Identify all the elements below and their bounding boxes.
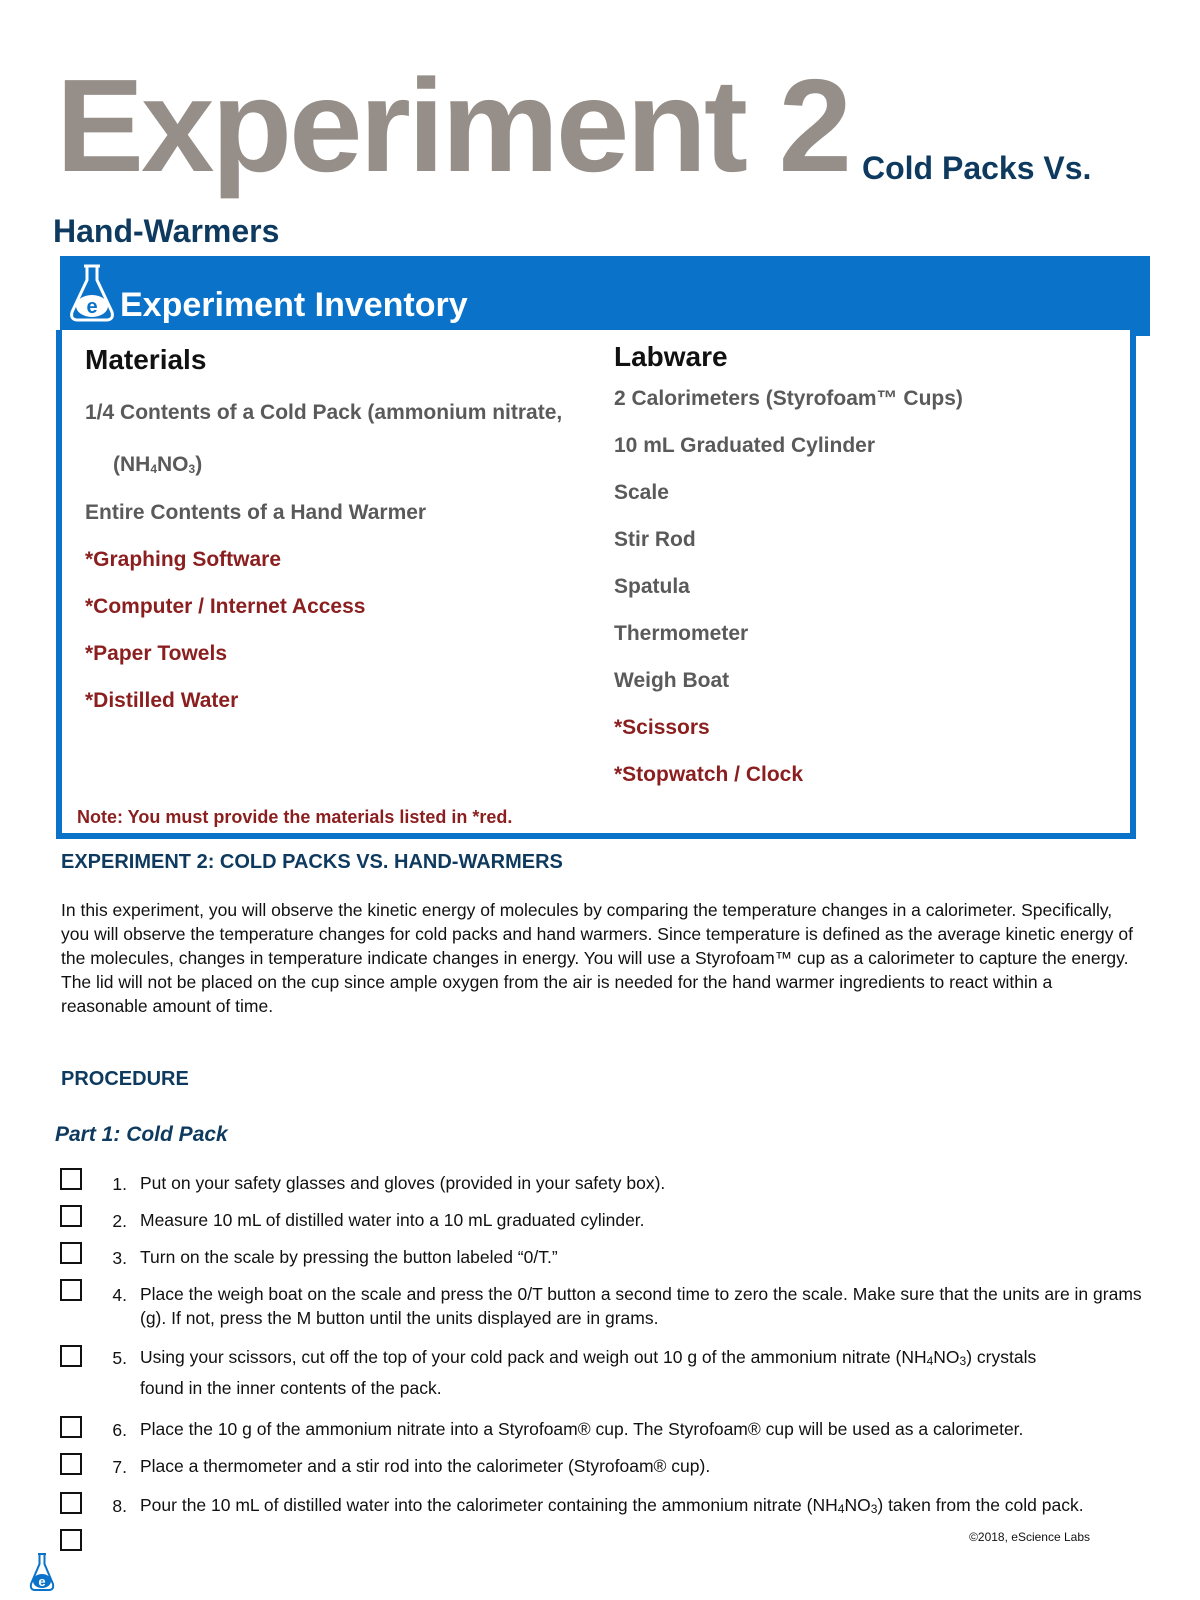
material-item-required: *Paper Towels: [85, 642, 227, 665]
step-number: 8.: [112, 1496, 127, 1516]
labware-item: Thermometer: [614, 622, 749, 645]
labware-item: Spatula: [614, 575, 690, 598]
inventory-note: Note: You must provide the materials listed in *red.: [77, 807, 513, 827]
step-number: 4.: [112, 1285, 127, 1305]
step-checkbox[interactable]: [60, 1529, 82, 1551]
step-text: Put on your safety glasses and gloves (provided in your safety box).: [140, 1173, 666, 1193]
material-item: 1/4 Contents of a Cold Pack (ammonium nitrate,: [85, 401, 563, 424]
material-item-required: *Distilled Water: [85, 689, 239, 712]
intro-paragraph: In this experiment, you will observe the kinetic energy of molecules by comparing the temperature changes in a calorimeter. Specifically, you will observe the temperature changes for cold packs and hand warmers. Since temperature is defined as the average kinetic energy of the molecules, changes in temperature indicate changes in energy. You will use a Styrofoam™ cup as a calorimeter to capture the energy. The lid will not be placed on the cup since ample oxygen from the air is needed for the hand warmer ingredients to react within a reasonable amount of time.: [61, 900, 1133, 1016]
inventory-title: Experiment Inventory: [120, 286, 468, 324]
materials-heading: Materials: [85, 344, 207, 375]
step-number: 7.: [112, 1457, 127, 1477]
escience-flask-icon: [28, 1552, 56, 1592]
step-text: Place a thermometer and a stir rod into the calorimeter (Styrofoam® cup).: [140, 1456, 711, 1476]
inventory-header: [60, 256, 1150, 336]
labware-item: 10 mL Graduated Cylinder: [614, 434, 876, 457]
material-item: Entire Contents of a Hand Warmer: [85, 501, 427, 524]
material-item-required: *Computer / Internet Access: [85, 595, 366, 618]
step-checkbox[interactable]: [60, 1453, 82, 1475]
material-item-required: *Graphing Software: [85, 548, 282, 571]
labware-heading: Labware: [614, 341, 728, 372]
step-checkbox[interactable]: [60, 1492, 82, 1514]
step-checkbox[interactable]: [60, 1242, 82, 1264]
step-number: 2.: [112, 1211, 127, 1231]
page-subtitle-line2: Hand-Warmers: [53, 213, 280, 249]
labware-item: 2 Calorimeters (Styrofoam™ Cups): [614, 387, 963, 410]
step-number: 5.: [112, 1348, 127, 1368]
escience-flask-icon: [66, 262, 118, 324]
step-text: Place the 10 g of the ammonium nitrate into a Styrofoam® cup. The Styrofoam® cup will be used as a calorimeter.: [140, 1419, 1024, 1439]
labware-item: Weigh Boat: [614, 669, 730, 692]
experiment-heading: EXPERIMENT 2: COLD PACKS VS. HAND-WARMERS: [61, 851, 563, 873]
part1-heading: Part 1: Cold Pack: [55, 1123, 228, 1146]
copyright-text: ©2018, eScience Labs: [969, 1530, 1090, 1544]
step-checkbox[interactable]: [60, 1345, 82, 1367]
step-text: Measure 10 mL of distilled water into a 10 mL graduated cylinder.: [140, 1210, 645, 1230]
page-subtitle-line1: Cold Packs Vs.: [862, 150, 1092, 186]
step-number: 3.: [112, 1248, 127, 1268]
step-text: Turn on the scale by pressing the button labeled “0/T.”: [140, 1247, 558, 1267]
step-text-continued: found in the inner contents of the pack.: [140, 1378, 442, 1398]
step-text: Place the weigh boat on the scale and press the 0/T button a second time to zero the scale. Make sure that the units are in grams (g). If not, press the M button until the units displayed are in grams.: [140, 1284, 1142, 1328]
step-text: Using your scissors, cut off the top of your cold pack and weigh out 10 g of the ammonium nitrate $(NH_4NO_3)$ crystals: [140, 1347, 1037, 1368]
svg-text:e: e: [86, 296, 98, 318]
labware-item: Scale: [614, 481, 669, 504]
material-item-formula: $(NH_4NO_3)$: [113, 453, 203, 476]
labware-item: Stir Rod: [614, 528, 696, 551]
step-text: Pour the 10 mL of distilled water into the calorimeter containing the ammonium nitrate $(NH_4NO_3)$ taken from the cold pack.: [140, 1495, 1084, 1516]
procedure-heading: PROCEDURE: [61, 1068, 189, 1090]
step-number: 6.: [112, 1420, 127, 1440]
step-number: 1.: [112, 1174, 127, 1194]
labware-item-required: *Stopwatch / Clock: [614, 763, 804, 786]
step-checkbox[interactable]: [60, 1416, 82, 1438]
labware-item-required: *Scissors: [614, 716, 710, 739]
step-checkbox[interactable]: [60, 1205, 82, 1227]
svg-text:e: e: [38, 1574, 46, 1589]
page-title: Experiment 2: [56, 52, 849, 199]
step-checkbox[interactable]: [60, 1168, 82, 1190]
step-checkbox[interactable]: [60, 1279, 82, 1301]
